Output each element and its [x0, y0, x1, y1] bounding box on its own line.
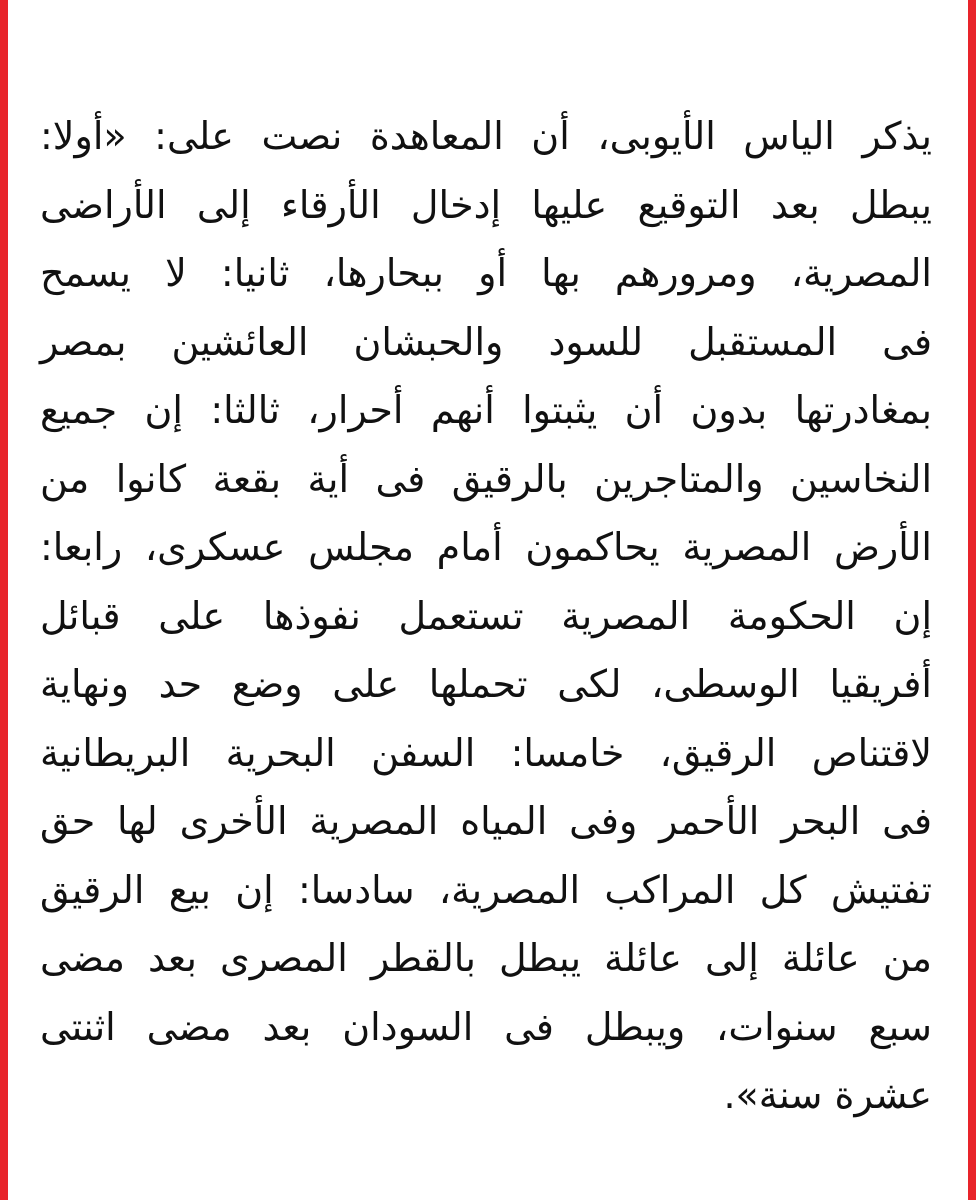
left-red-border	[0, 0, 8, 1200]
text-line: من عائلة إلى عائلة يبطل بالقطر المصرى بعد مضى	[40, 936, 932, 980]
text-line: تفتيش كل المراكب المصرية، سادسا: إن بيع الرقيق	[40, 867, 932, 912]
text-line-last: عشرة سنة».	[723, 1073, 932, 1117]
text-line: سبع سنوات، ويبطل فى السودان بعد مضى اثنتى	[40, 1004, 932, 1049]
text-line: فى البحر الأحمر وفى المياه المصرية الأخرى لها حق	[40, 799, 932, 843]
text-line: أفريقيا الوسطى، لكى تحملها على وضع حد ونهاية	[40, 662, 932, 706]
right-red-border	[968, 0, 976, 1200]
text-line: المصرية، ومرورهم بها أو ببحارها، ثانيا: لا يسمح	[40, 251, 932, 295]
text-line: يبطل بعد التوقيع عليها إدخال الأرقاء إلى الأراضى	[40, 182, 932, 227]
text-line: الأرض المصرية يحاكمون أمام مجلس عسكرى، رابعا:	[40, 525, 932, 569]
text-line: بمغادرتها بدون أن يثبتوا أنهم أحرار، ثالثا: إن جميع	[40, 388, 932, 432]
text-line: النخاسين والمتاجرين بالرقيق فى أية بقعة كانوا من	[40, 456, 932, 501]
article-text-block	[40, 102, 932, 1130]
text-line: فى المستقبل للسود والحبشان العائشين بمصر	[40, 319, 932, 364]
text-line: لاقتناص الرقيق، خامسا: السفن البحرية البريطانية	[40, 730, 932, 775]
text-line: يذكر الياس الأيوبى، أن المعاهدة نصت على: «أولا:	[40, 114, 932, 158]
text-line: إن الحكومة المصرية تستعمل نفوذها على قبائل	[40, 593, 932, 638]
